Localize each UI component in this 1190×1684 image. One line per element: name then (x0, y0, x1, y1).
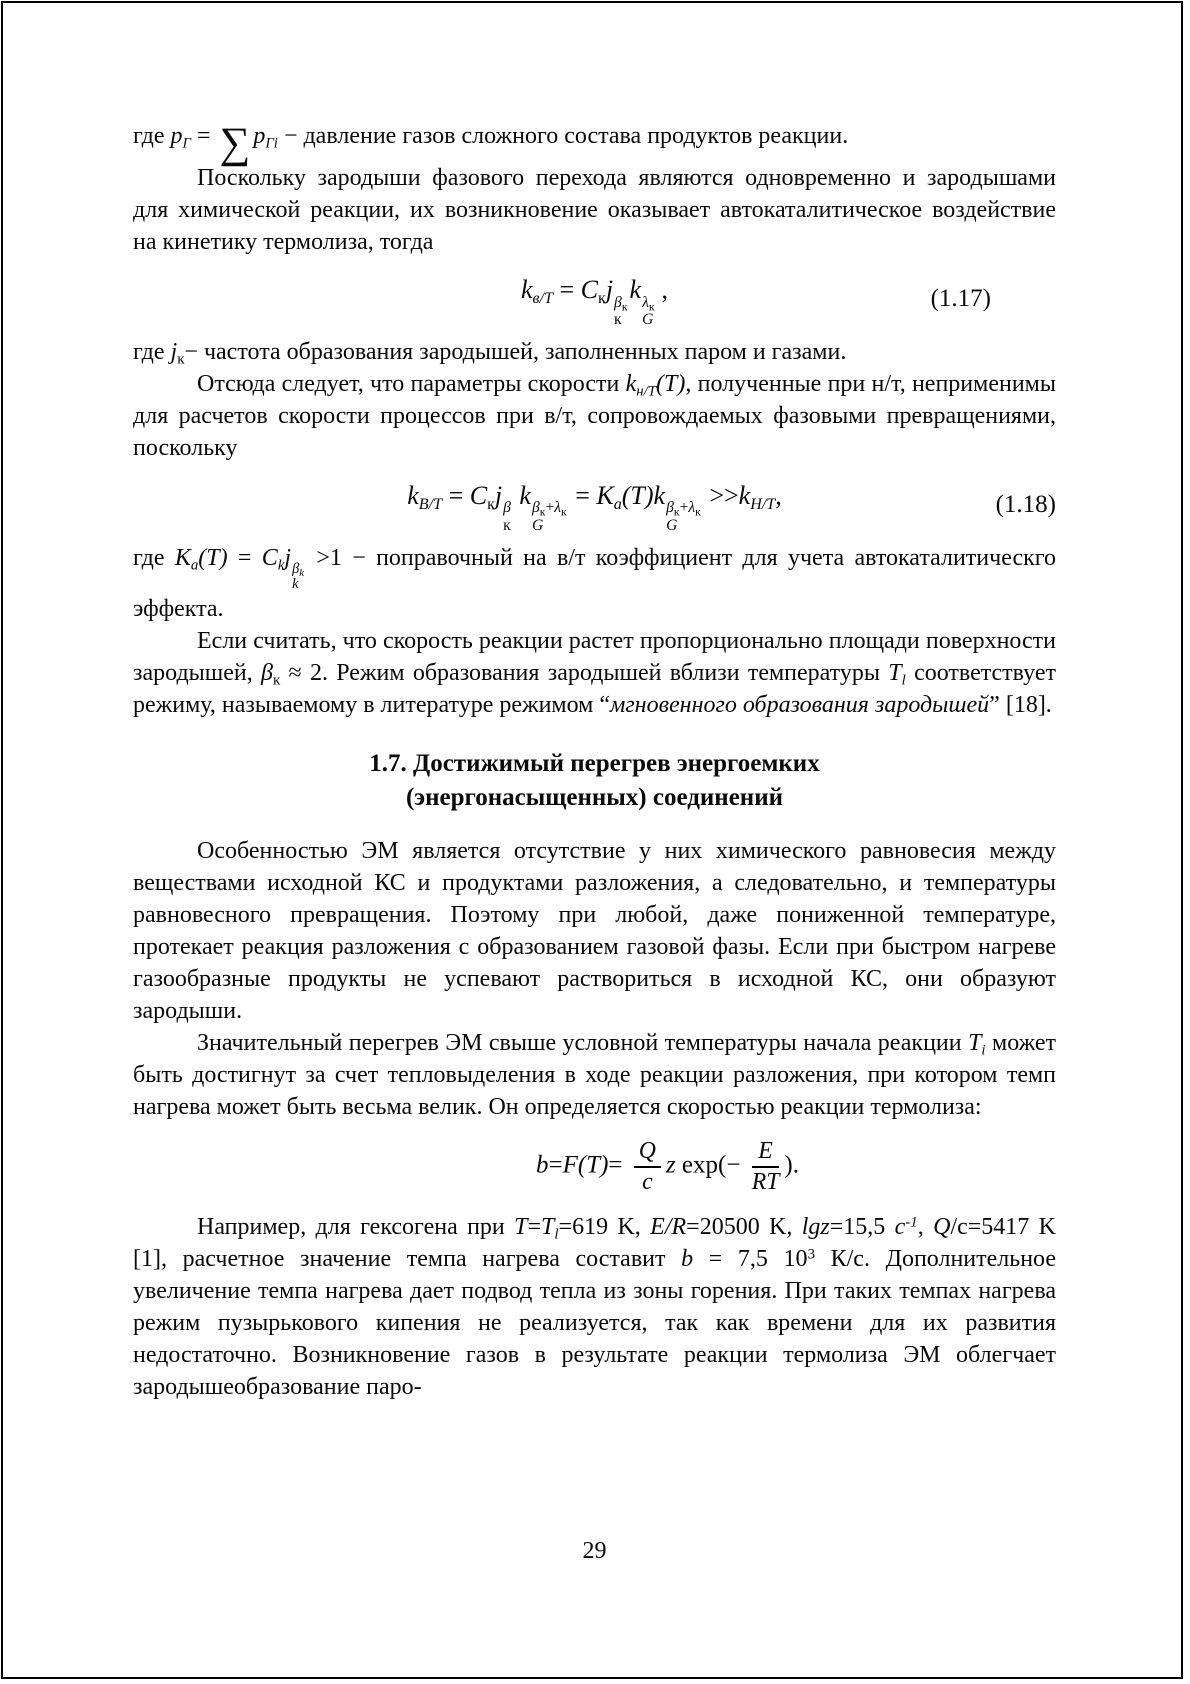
paragraph-nuclei-autocatalysis: Поскольку зародыши фазового перехода являются одновременно и зародышами для химической реакции, их возникновение оказывает автокаталитическое воздействие на кинетику термолиза, тогда (133, 165, 1056, 255)
paragraph-em-feature: Особенностью ЭМ является отсутствие у них химического равновесия между веществами исходной КС и продуктами разложения, а следовательно, и температуры равновесного превращения. Поэтому при любой, даже пониженной температуре, протекает реакция разложения с образованием газовой фазы. Если при быстром нагреве газообразные продукты не успевают раствориться в исходной КС, они образуют зародыши. (133, 838, 1056, 1025)
section-heading-1-7 (133, 747, 1056, 815)
page-content (133, 120, 1056, 1403)
paragraph-significant-overheat: Значительный перегрев ЭМ свыше условной температуры начала реакции $T_i$ может быть достигнут за счет тепловыделения в ходе реакции разложения, при котором темп нагрева может быть весьма велик. Он определяется скоростью реакции термолиза: (133, 1030, 1057, 1121)
heading-line-2: (энергонасыщенных) соединений (405, 784, 783, 812)
heading-line-1: 1.7. Достижимый перегрев энергоемких (369, 750, 820, 778)
equation-1-18-number: (1.18) (995, 490, 1056, 518)
inline-formula-gas-pressure: где $p_Г$ = ∑ $p_{Гi}$ − давление газов сложного состава продуктов реакции. (133, 119, 849, 167)
paragraph-reaction-rate-area: Если считать, что скорость реакции растет пропорционально площади поверхности зародышей, $\beta_к \approx 2$. Режим образования зародышей вблизи температуры $T_l$ соответствует режиму, называемому в литературе режимом “мгновенного образования зародышей” [18]. (133, 628, 1056, 719)
where-clause-ka: где $K_a(T) = C_kj$ $\beta_k$ k >1 − поправочный на в/т коэффициент для учета автокаталитическго эффекта. (133, 544, 1057, 623)
equation-1-17 (133, 270, 1056, 328)
paragraph-hexogen-example: Например, для гексогена при $T=T_l=619$ K, E/R=20500 K, lgz=15,5 $c^{-1}$, Q/c=5417 K [1], расчетное значение темпа нагрева составит b = 7,5 $10^3$ К/с. Дополнительное увеличение темпа нагрева дает подвод тепла из зоны горения. При таких темпах нагрева режим пузырькового кипения не реализуется, так как времени для их развития недостаточно. Возникновение газов в результате реакции термолиза ЭМ облегчает зародышеобразование паро- (133, 1214, 1057, 1401)
where-clause-jk: где $j_к-$ частота образования зародышей, заполненных паром и газами. (133, 338, 847, 368)
heating-rate-formula: b=F(T)= $\frac{Q}{c}$ z exp(− $\frac{E}{RT}$ ). (535, 1138, 799, 1196)
equation-1-18 (133, 476, 1056, 534)
paragraph-rate-parameters: Отсюда следует, что параметры скорости $k_{н/T}(T)$, полученные при н/т, неприменимы для расчетов скорости процессов при в/т, сопровождаемых фазовыми превращениями, поскольку (133, 370, 1056, 461)
page-number: 29 (582, 1538, 607, 1564)
equation-1-18-formula: $k_{B/T} = C_кj$ β к k $\beta_к+\lambda_к$ G = $K_a(T)k$ $\beta_к+\lambda_к$ G $>>k_{H/T}$, (407, 480, 782, 534)
equation-1-17-number: (1.17) (930, 284, 991, 312)
equation-1-17-formula: $k_{в/T} = C_кj$ $\beta_к$ к k $\lambda_к$ G , (520, 275, 669, 328)
